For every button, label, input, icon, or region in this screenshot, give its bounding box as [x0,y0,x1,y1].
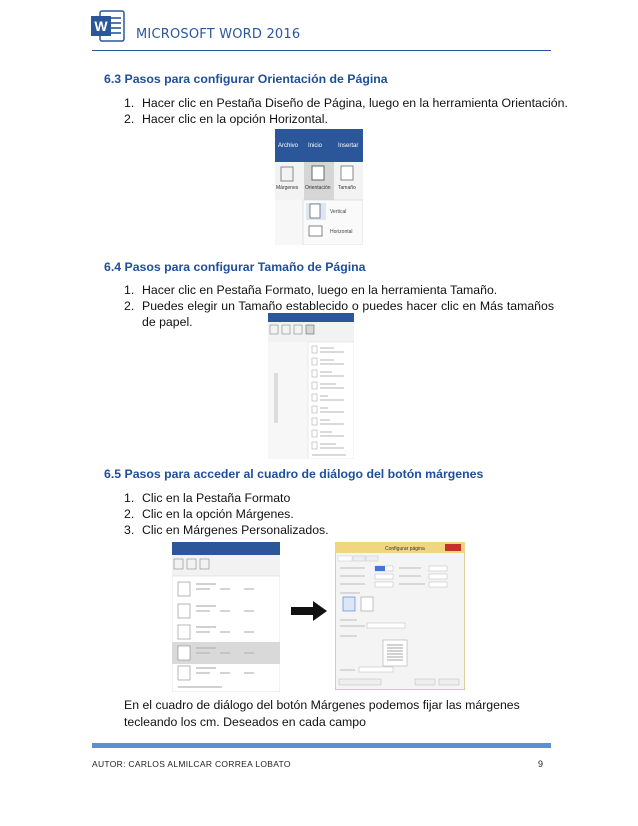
footer-author: AUTOR: CARLOS ALMILCAR CORREA LOBATO [92,759,291,769]
page-number: 9 [538,759,544,769]
document-header-title: MICROSOFT WORD 2016 [136,27,301,42]
step-text: Hacer clic en Pestaña Formato, luego en la herramienta Tamaño. [142,283,498,297]
page-setup-dialog-screenshot [335,542,465,690]
btn-margenes: Márgenes [276,185,299,191]
btn-tamano: Tamaño [338,185,356,191]
tab-archivo: Archivo [278,143,299,149]
step-number: 1. [124,491,135,505]
arrow-right-icon [291,601,327,621]
section-65-step-2 [124,506,294,522]
tab-insertar: Insertar [338,143,359,149]
step-number: 1. [124,96,135,110]
option-horizontal: Horizontal [330,229,353,235]
step-number: 3. [124,523,135,537]
section-63-step-1 [124,95,568,111]
step-text: Clic en la opción Márgenes. [142,507,294,521]
btn-orientacion: Orientación [305,185,331,191]
section-65-step-1 [124,490,290,506]
section-65-step-3 [124,522,329,538]
step-number: 2. [124,507,135,521]
step-text: Hacer clic en Pestaña Diseño de Página, luego en la herramienta Orientación. [142,96,568,110]
tab-inicio: Inicio [308,143,323,149]
section-63-heading: 6.3 Pasos para configurar Orientación de Página [104,72,388,86]
footer-bar [92,743,551,748]
step-number: 2. [124,112,135,126]
step-text: Clic en Márgenes Personalizados. [142,523,329,537]
margins-note: En el cuadro de diálogo del botón Márgenes podemos fijar las márgenes tecleando los cm. Deseados en cada campo [124,698,520,729]
orientation-screenshot [275,129,363,245]
dialog-title: Configurar página [385,546,425,552]
step-number: 1. [124,283,135,297]
step-number: 2. [124,299,135,313]
header-divider [92,50,551,51]
section-64-heading: 6.4 Pasos para configurar Tamaño de Página [104,260,366,274]
option-vertical: Vertical [330,209,347,215]
section-63-step-2 [124,111,328,127]
section-65-heading: 6.5 Pasos para acceder al cuadro de diálogo del botón márgenes [104,467,484,481]
word-logo-icon [90,8,126,44]
step-text: Hacer clic en la opción Horizontal. [142,112,328,126]
margins-menu-screenshot [172,542,280,692]
step-text: Puedes elegir un Tamaño establecido o puedes hacer clic en Más tamaños de papel. [142,299,554,329]
header-logo [90,8,126,44]
step-text: Clic en la Pestaña Formato [142,491,291,505]
size-screenshot [268,313,354,459]
logo-letter: W [94,18,108,34]
section-64-step-1 [124,282,497,298]
